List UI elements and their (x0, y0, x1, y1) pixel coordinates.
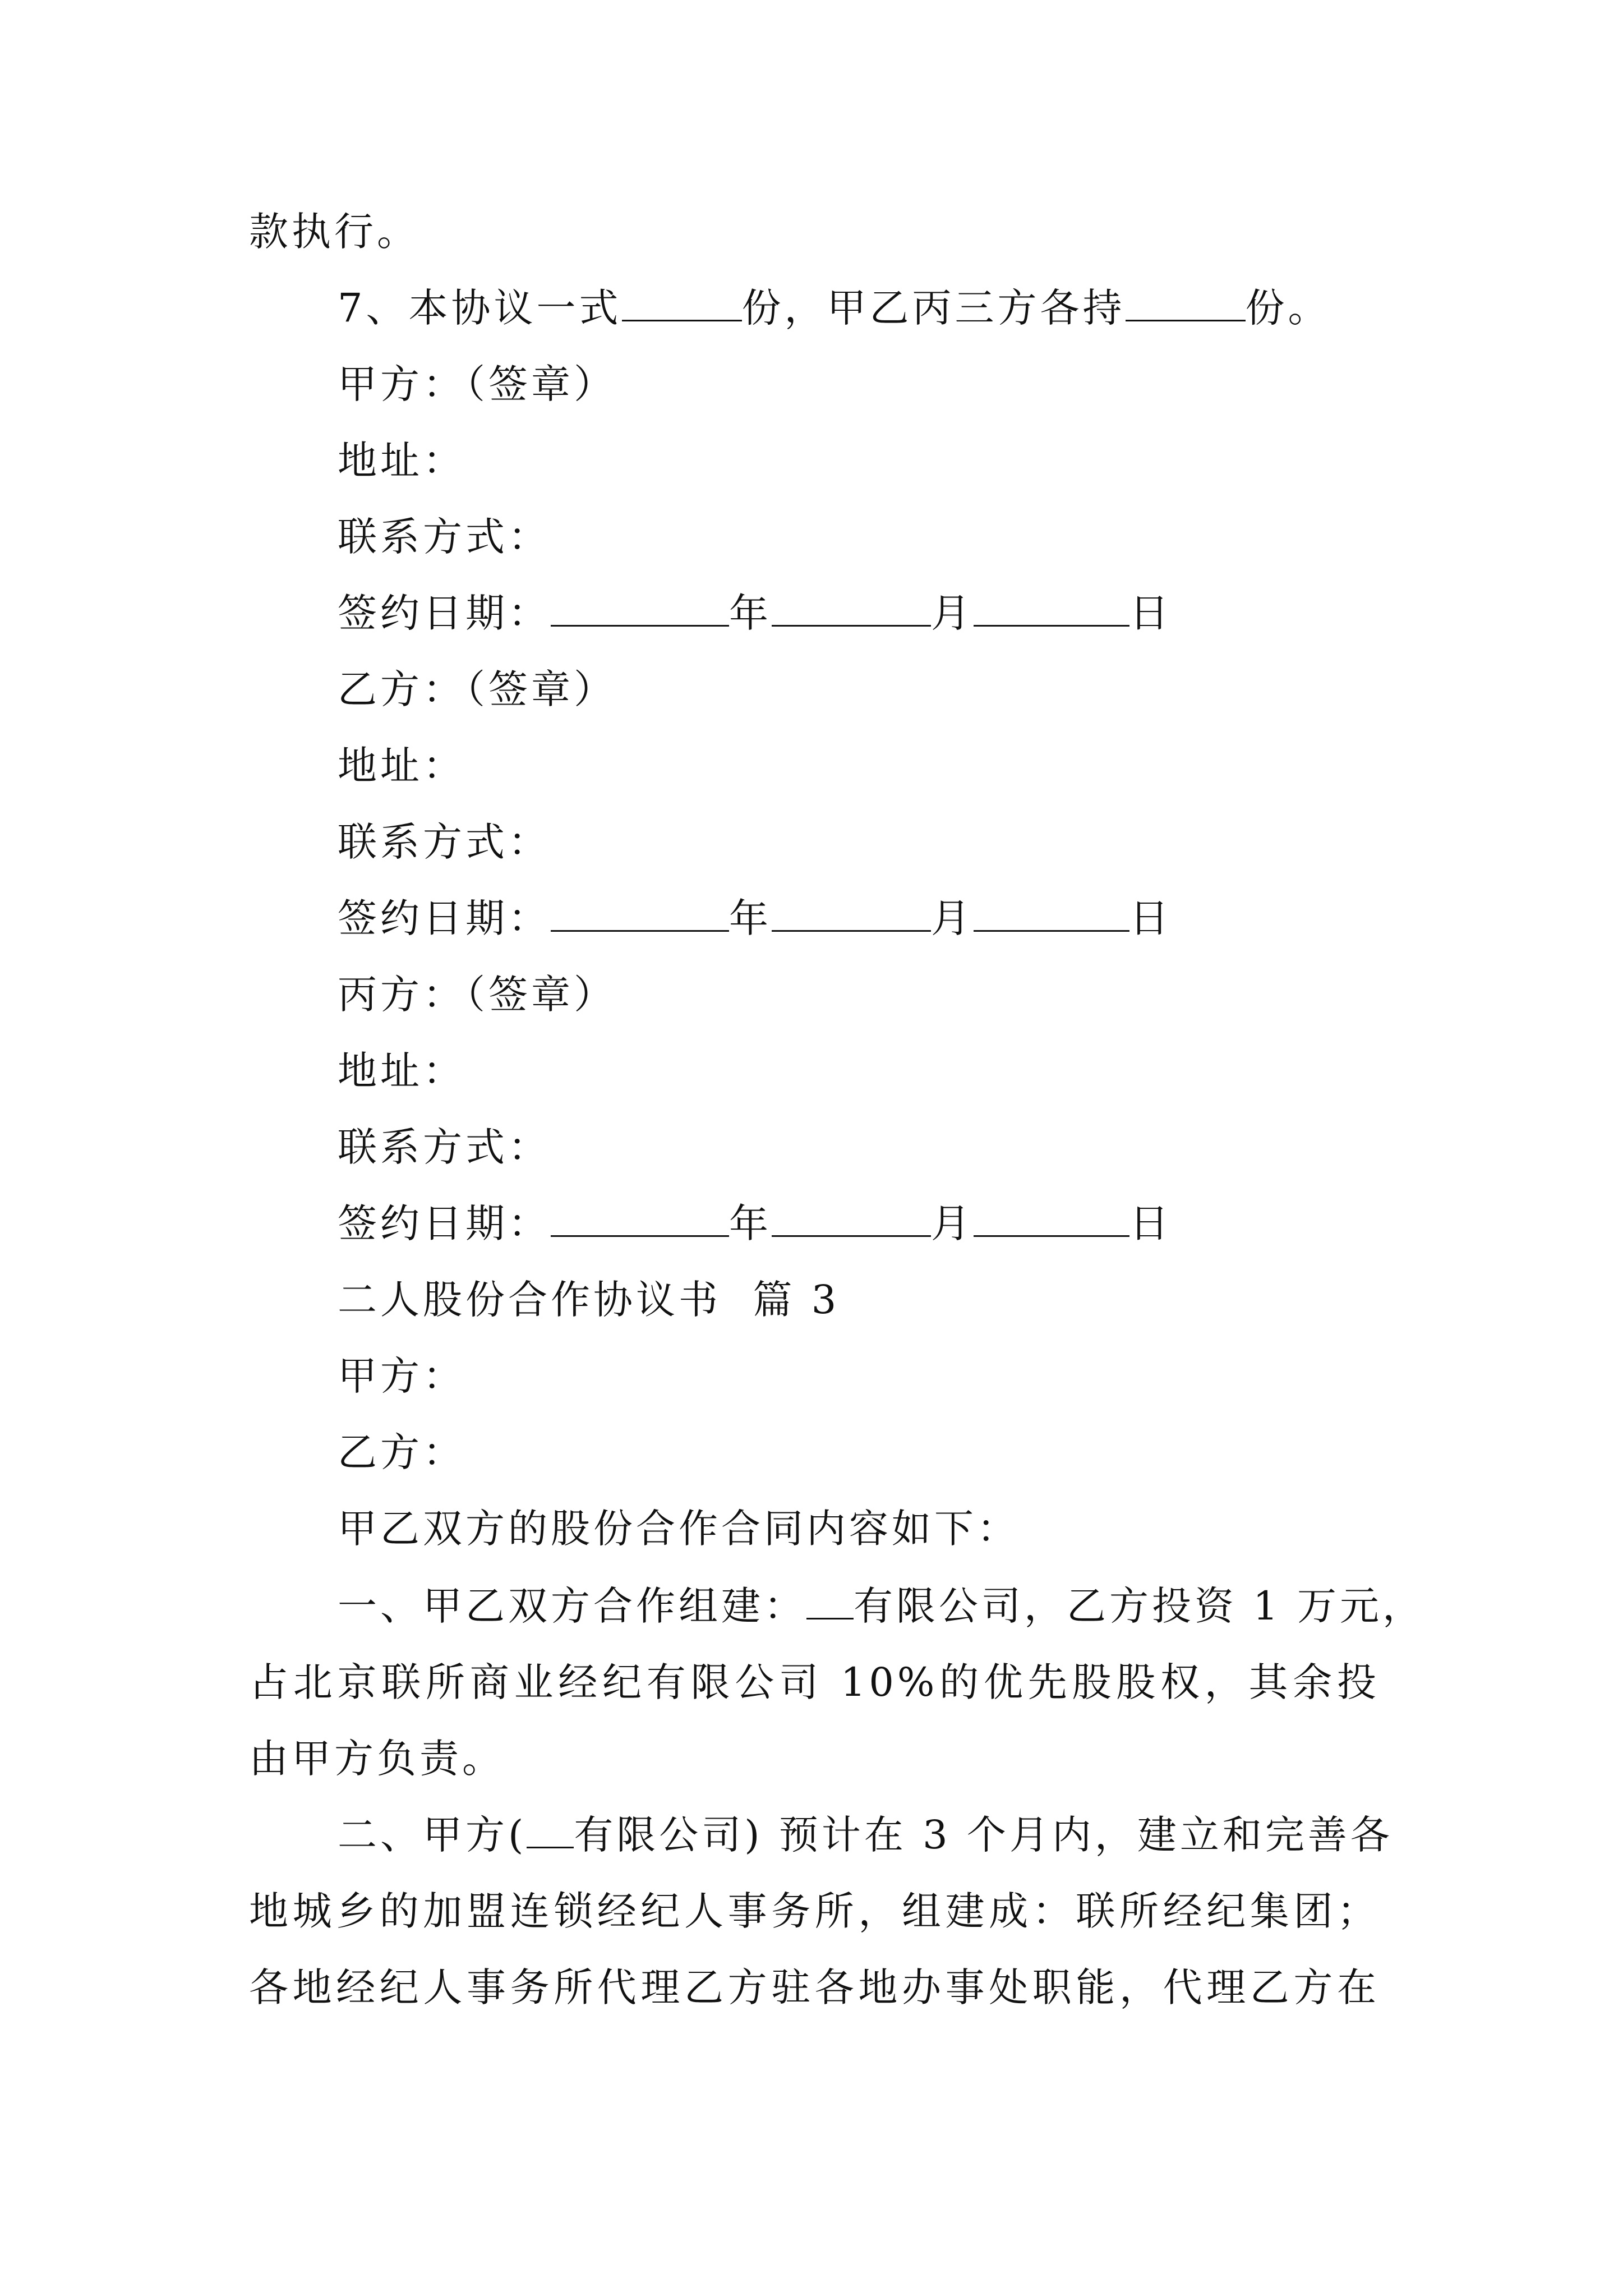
year-label: 年 (729, 1200, 772, 1246)
month-label: 月 (931, 1200, 974, 1246)
section-heading: 二人股份合作协议书 篇 3 (338, 1277, 840, 1323)
day-label: 日 (1129, 1200, 1172, 1246)
sign-date-label: 签约日期： (338, 895, 551, 941)
clause-one-line-1 (338, 1581, 1425, 1631)
blank-month[interactable] (772, 589, 931, 627)
party-b-label: 乙方： (338, 1429, 465, 1475)
day-label: 日 (1129, 590, 1172, 636)
blank-month[interactable] (772, 1199, 931, 1237)
clause-one-line-2: 占北京联所商业经纪有限公司 10%的优先股股权，其余投 (249, 1659, 1380, 1705)
day-label: 日 (1129, 895, 1172, 941)
blank-total-copies[interactable] (622, 284, 742, 321)
blank-year[interactable] (551, 1199, 729, 1237)
text-line: 款执行。 (249, 209, 419, 255)
blank-copies-each[interactable] (1126, 284, 1246, 321)
month-label: 月 (931, 895, 974, 941)
party-a-sign-date (338, 588, 1172, 638)
clause-one-part-2: 有限公司，乙方投资 1 万元， (854, 1583, 1426, 1629)
clause-one-line-3: 由甲方负责。 (249, 1736, 505, 1782)
blank-day[interactable] (974, 894, 1129, 932)
contract-intro: 甲乙双方的股份合作合同内容如下： (338, 1506, 1020, 1552)
year-label: 年 (729, 590, 772, 636)
party-b-contact: 联系方式： (338, 819, 551, 865)
month-label: 月 (931, 590, 974, 636)
party-c-signature: 丙方：（签章） (338, 972, 616, 1018)
party-a-signature: 甲方：（签章） (338, 361, 616, 407)
copies-clause (338, 283, 1331, 333)
party-c-contact: 联系方式： (338, 1124, 551, 1170)
clause-two-part-2: 有限公司) 预计在 3 个月内，建立和完善各 (574, 1812, 1393, 1858)
sign-date-label: 签约日期： (338, 590, 551, 636)
blank-year[interactable] (551, 894, 729, 932)
copies-clause-part-2: 份，甲乙丙三方各持 (741, 285, 1126, 331)
copies-clause-part-3: 份。 (1245, 285, 1331, 331)
party-a-label: 甲方： (338, 1353, 465, 1399)
clause-one-part-1: 一、甲乙双方合作组建： (338, 1583, 806, 1629)
party-b-signature: 乙方：（签章） (338, 666, 616, 712)
blank-company-name[interactable] (806, 1582, 854, 1619)
copies-clause-part-1: 7、本协议一式 (338, 285, 622, 331)
party-a-address: 地址： (338, 438, 465, 484)
clause-two-line-1 (338, 1810, 1393, 1860)
blank-day[interactable] (974, 589, 1129, 627)
clause-two-part-1: 二、甲方( (338, 1812, 527, 1858)
party-c-address: 地址： (338, 1048, 465, 1094)
blank-month[interactable] (772, 894, 931, 932)
party-c-sign-date (338, 1198, 1172, 1249)
clause-two-line-2: 地城乡的加盟连锁经纪人事务所，组建成：联所经纪集团； (249, 1888, 1380, 1934)
blank-year[interactable] (551, 589, 729, 627)
party-b-sign-date (338, 893, 1172, 944)
blank-day[interactable] (974, 1199, 1129, 1237)
party-b-address: 地址： (338, 743, 465, 789)
clause-two-line-3: 各地经纪人事务所代理乙方驻各地办事处职能，代理乙方在 (249, 1964, 1380, 2010)
party-a-contact: 联系方式： (338, 514, 551, 560)
blank-company-name[interactable] (527, 1811, 574, 1848)
sign-date-label: 签约日期： (338, 1200, 551, 1246)
year-label: 年 (729, 895, 772, 941)
